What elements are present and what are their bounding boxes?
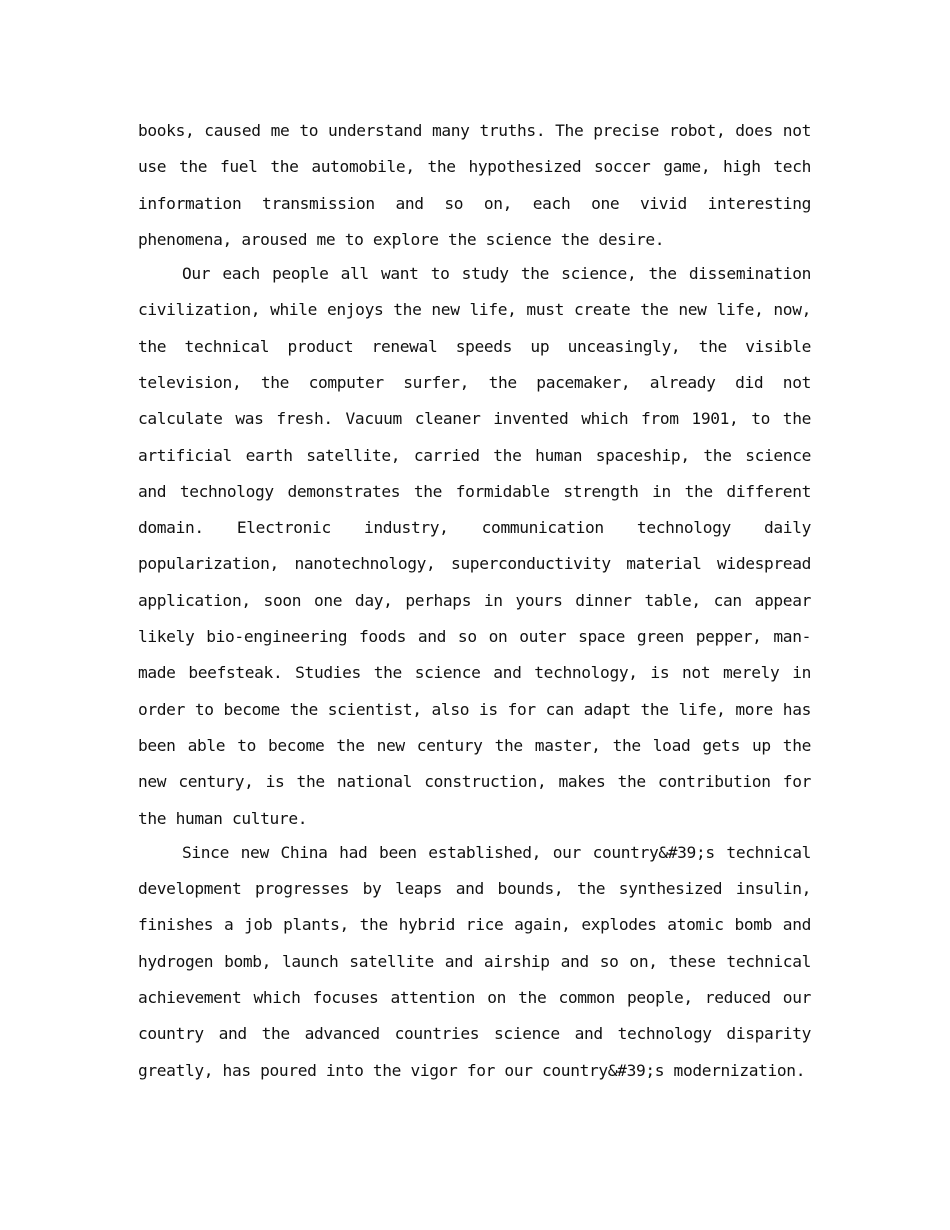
paragraph-2: Our each people all want to study the science, the dissemination civilization, while enjoys the new life, must create the new life, now, the technical product renewal speeds up unceasingly, the visible television, the computer surfer, the pacemaker, already did not calculate was fresh. Vacuum cleaner invented which from 1901, to the artificial earth satellite, carried the human spaceship, the science and technology demonstrates the formidable strength in the different domain. Electronic industry, communication technology daily popularization, nanotechnology, superconductivity material widespread application, soon one day, perhaps in yours dinner table, can appear likely bio-engineering foods and so on outer space green pepper, man-made beefsteak. Studies the science and technology, is not merely in order to become the scientist, also is for can adapt the life, more has been able to become the new century the master, the load gets up the new century, is the national construction, makes the contribution for the human culture. bbox=[138, 264, 811, 828]
paragraph-3: Since new China had been established, our country&#39;s technical development progresses by leaps and bounds, the synthesized insulin, finishes a job plants, the hybrid rice again, explodes atomic bomb and hydrogen bomb, launch satellite and airship and so on, these technical achievement which focuses attention on the common people, reduced our country and the advanced countries science and technology disparity greatly, has poured into the vigor for our country&#39;s modernization. bbox=[138, 842, 811, 1080]
paragraph-1: books, caused me to understand many truths. The precise robot, does not use the fuel the automobile, the hypothesized soccer game, high tech information transmission and so on, each one vivid interesting phenomena, aroused me to explore the science the desire. bbox=[138, 121, 811, 249]
document-body bbox=[138, 113, 811, 1087]
